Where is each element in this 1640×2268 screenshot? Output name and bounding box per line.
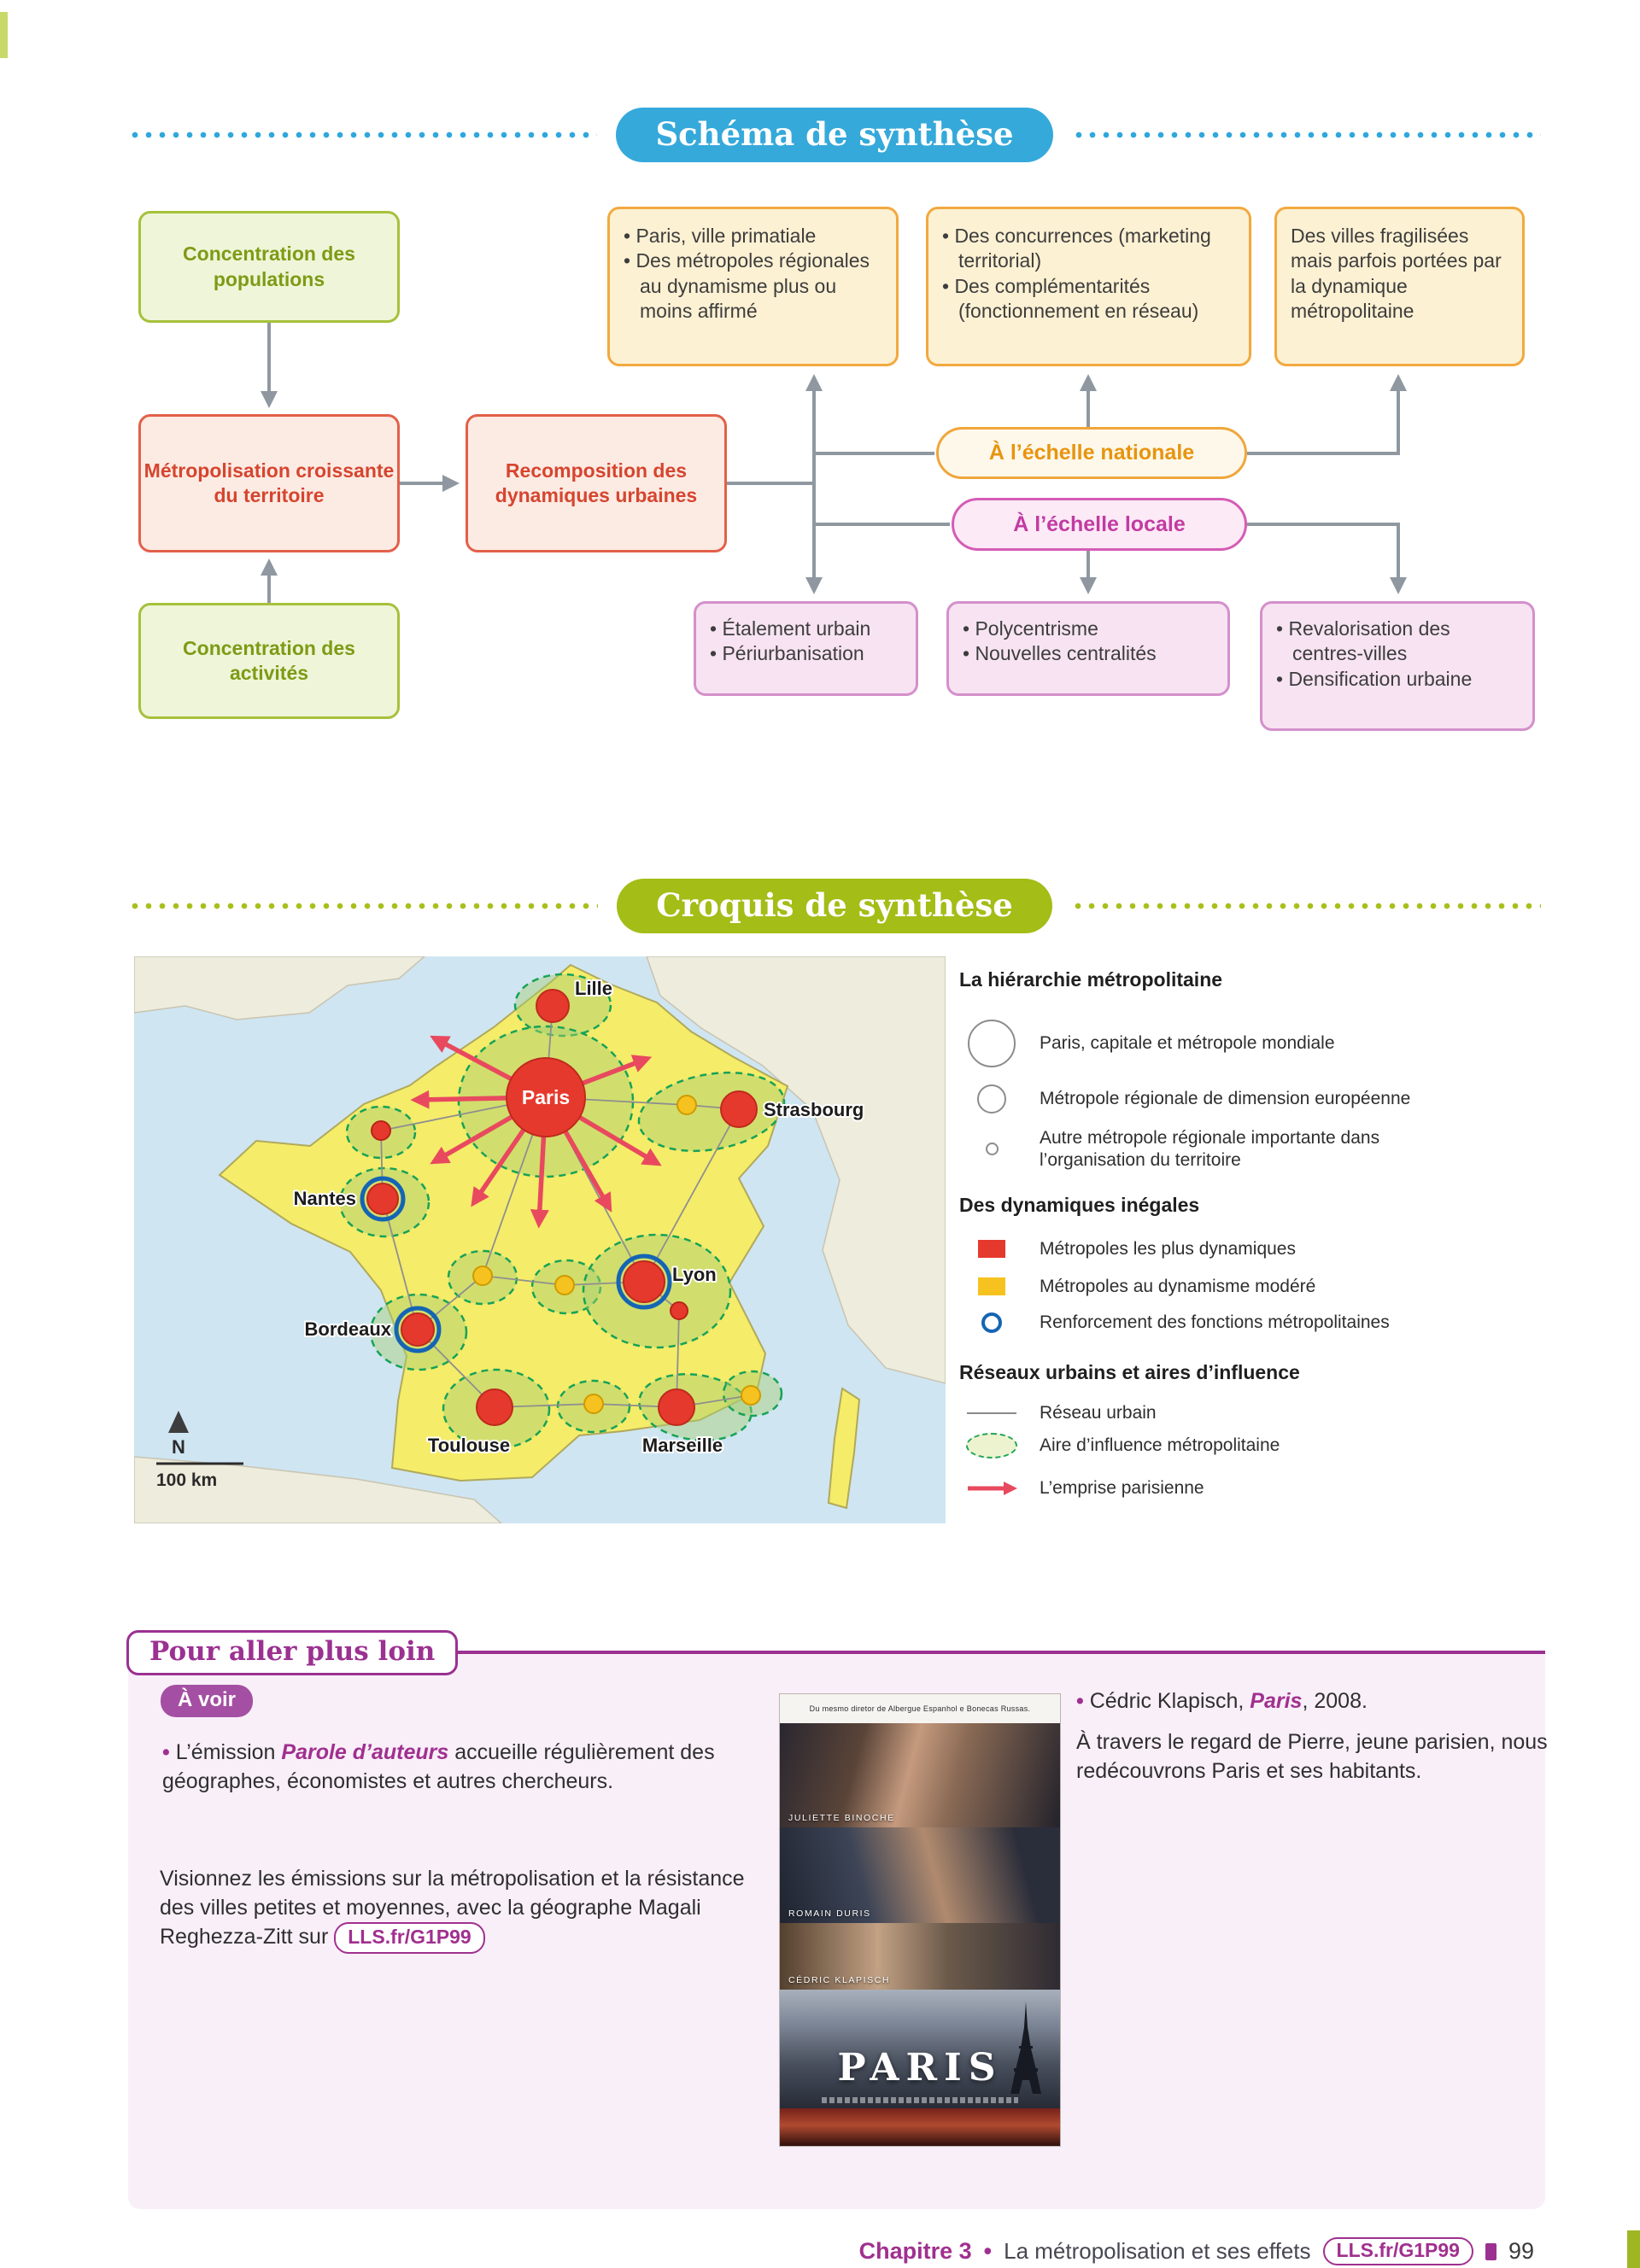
legend-text: Métropole régionale de dimension européenne: [1040, 1089, 1411, 1109]
poster-director: CÉDRIC KLAPISCH: [788, 1975, 891, 1985]
lls-link[interactable]: LLS.fr/G1P99: [334, 1922, 484, 1954]
city-marker-bordeaux: [401, 1313, 434, 1346]
footer-chapter-title: La métropolisation et ses effets: [1004, 2238, 1311, 2264]
legend-item: [959, 1020, 1335, 1067]
footer-square-marker: [1485, 2243, 1496, 2260]
legend-text: Aire d’influence métropolitaine: [1040, 1435, 1280, 1456]
emphasis-text: Parole d’auteurs: [281, 1740, 449, 1764]
city-label-nantes: Nantes: [293, 1188, 356, 1209]
further-title: Pour aller plus loin: [126, 1630, 458, 1675]
box-metropolisation: [138, 414, 400, 552]
legend-swatch: [959, 1480, 1024, 1497]
legend-swatch: [959, 1277, 1024, 1295]
gray-line-icon: [967, 1412, 1016, 1414]
pill-echelle-nationale: [936, 427, 1247, 479]
further-paragraph-2: [160, 1864, 745, 1954]
box-line: • Des concurrences (marketing territorial): [942, 225, 1211, 272]
dotted-divider-right: [1071, 902, 1541, 910]
box-national-1: [607, 207, 899, 366]
city-label-paris: Paris: [521, 1086, 571, 1108]
box-line: • Densification urbaine: [1276, 667, 1473, 690]
text: Cédric Klapisch,: [1089, 1689, 1250, 1713]
pill-echelle-locale: [952, 498, 1247, 551]
dotted-divider-left: [128, 902, 598, 910]
poster-tagline: Du mesmo diretor de Albergue Espanhol e Bonecas Russas.: [780, 1694, 1060, 1723]
schema-header: [128, 108, 1541, 162]
pill-text: À l’échelle nationale: [988, 441, 1195, 465]
film-reference: [1076, 1686, 1576, 1786]
croquis-title: Croquis de synthèse: [617, 879, 1052, 933]
legend-item: [959, 1312, 1390, 1334]
circle-paris-icon: [968, 1020, 1016, 1067]
box-line: • Périurbanisation: [710, 642, 864, 665]
map-svg: [134, 956, 946, 1523]
legend-swatch: [959, 1143, 1024, 1155]
minor-city-yellow: [555, 1276, 574, 1295]
box-text: Recomposition des dynamiques urbaines: [495, 459, 698, 506]
city-label-lille: Lille: [575, 978, 613, 999]
text: Visionnez les émissions sur la métropolisation et la résistance des villes petites et moyennes, avec la géographe Magali Reghezza-Zitt sur: [160, 1867, 745, 1949]
poster-photo-1: [780, 1723, 1060, 1827]
city-marker-lille: [536, 990, 569, 1022]
croquis-header: [128, 879, 1541, 933]
legend-text: Réseau urbain: [1040, 1403, 1157, 1423]
bullet: •: [162, 1740, 170, 1764]
legend-title-networks: Réseaux urbains et aires d’influence: [959, 1361, 1300, 1383]
movie-poster: [779, 1693, 1061, 2147]
box-line: • Nouvelles centralités: [963, 642, 1157, 665]
text: accueille régulièrement des géographes, économistes et autres chercheurs.: [162, 1740, 715, 1793]
box-text: Concentration des activités: [183, 636, 355, 684]
legend-item: [959, 1084, 1410, 1114]
legend-text: Métropoles au dynamisme modéré: [1040, 1277, 1316, 1296]
dotted-divider-left: [128, 131, 597, 139]
emphasis-text: Paris: [1250, 1689, 1303, 1713]
poster-title: PARIS: [837, 2046, 1003, 2090]
legend-swatch: [959, 1312, 1024, 1333]
minor-city-red: [372, 1121, 390, 1140]
page-footer: [859, 2237, 1534, 2265]
poster-photo-2: [780, 1827, 1060, 1923]
film-description: À travers le regard de Pierre, jeune parisien, nous redécouvrons Paris et ses habitants.: [1076, 1730, 1548, 1783]
poster-actor-2: ROMAIN DURIS: [788, 1909, 871, 1919]
minor-city-yellow: [677, 1096, 696, 1114]
corner-color-bar: [1627, 2230, 1640, 2268]
box-line: • Polycentrisme: [963, 617, 1098, 640]
bullet: •: [1076, 1689, 1084, 1713]
legend-swatch: [959, 1084, 1024, 1114]
legend-swatch: [959, 1020, 1024, 1067]
footer-lls-link[interactable]: LLS.fr/G1P99: [1323, 2237, 1473, 2265]
legend-text: Métropoles les plus dynamiques: [1040, 1239, 1296, 1259]
city-label-marseille: Marseille: [641, 1435, 723, 1456]
box-local-1: [694, 601, 918, 696]
minor-city-yellow: [473, 1266, 492, 1285]
poster-photo-3: [780, 1923, 1060, 1990]
box-line: Des villes fragilisées mais parfois portées par la dynamique métropolitaine: [1291, 225, 1502, 323]
legend-swatch: [959, 1240, 1024, 1258]
poster-actor-1: JULIETTE BINOCHE: [788, 1813, 895, 1823]
box-line: • Étalement urbain: [710, 617, 871, 640]
red-arrow-icon: [966, 1480, 1017, 1497]
box-line: • Paris, ville primatiale: [624, 225, 817, 247]
box-line: • Revalorisation des centres-villes: [1276, 617, 1450, 665]
schema-title: Schéma de synthèse: [616, 108, 1052, 162]
page-number: 99: [1508, 2238, 1534, 2264]
poster-credits: [822, 2097, 1018, 2103]
city-marker-marseille: [659, 1389, 694, 1425]
footer-separator: •: [983, 2238, 993, 2264]
city-marker-toulouse: [477, 1389, 512, 1425]
box-concentration-populations: [138, 211, 400, 323]
poster-bottom-strip: [780, 2108, 1060, 2146]
red-square-icon: [978, 1240, 1005, 1258]
legend-item: [959, 1477, 1204, 1499]
city-label-lyon: Lyon: [672, 1264, 717, 1285]
film-title-line: [1076, 1686, 1576, 1716]
further-paragraph-1: [162, 1738, 716, 1796]
circle-other-icon: [986, 1143, 999, 1155]
city-marker-nantes: [367, 1184, 398, 1214]
map-of-france: [134, 956, 946, 1523]
footer-chapter: Chapitre 3: [858, 2238, 972, 2264]
blue-ring-icon: [981, 1312, 1002, 1333]
corsica: [829, 1388, 859, 1508]
minor-city-yellow: [584, 1394, 603, 1413]
box-recomposition: [466, 414, 727, 552]
legend-item: [959, 1238, 1296, 1260]
city-marker-lyon: [624, 1261, 665, 1302]
legend-title-dynamics: Des dynamiques inégales: [959, 1194, 1200, 1216]
box-line: • Des complémentarités (fonctionnement en réseau): [942, 274, 1199, 323]
city-label-strasbourg: Strasbourg: [764, 1099, 864, 1120]
dashed-ellipse-icon: [966, 1433, 1017, 1458]
scale-label: 100 km: [156, 1470, 218, 1490]
pill-text: À l’échelle locale: [1013, 511, 1186, 536]
north-label: N: [172, 1436, 185, 1458]
legend-text: L’emprise parisienne: [1040, 1478, 1204, 1498]
legend-text: Paris, capitale et métropole mondiale: [1040, 1033, 1335, 1054]
dotted-divider-right: [1072, 131, 1541, 139]
box-national-3: [1274, 207, 1525, 366]
legend-swatch: [959, 1433, 1024, 1458]
circle-regional-icon: [977, 1084, 1006, 1114]
a-voir-badge: À voir: [161, 1685, 253, 1717]
text: , 2008.: [1302, 1689, 1368, 1713]
page-edge-tab: [0, 12, 8, 58]
city-label-toulouse: Toulouse: [427, 1435, 511, 1456]
further-section: [128, 1636, 1548, 2209]
poster-main: [780, 1990, 1060, 2108]
city-marker-strasbourg: [721, 1091, 757, 1127]
box-national-2: [926, 207, 1251, 366]
minor-city-yellow: [741, 1386, 760, 1405]
croquis-map-block: [134, 956, 1543, 1523]
legend-item: [959, 1127, 1381, 1171]
legend-title-hierarchy: La hiérarchie métropolitaine: [959, 968, 1223, 991]
yellow-square-icon: [978, 1277, 1005, 1295]
box-text: Métropolisation croissante du territoire: [144, 459, 395, 506]
text: L’émission: [175, 1740, 282, 1764]
legend-text: Autre métropole régionale importante dans l’organisation du territoire: [1040, 1128, 1380, 1170]
map-legend: [946, 956, 1543, 1523]
legend-text: Renforcement des fonctions métropolitaines: [1040, 1312, 1390, 1332]
box-line: • Des métropoles régionales au dynamisme plus ou moins affirmé: [624, 249, 870, 323]
legend-item: [959, 1402, 1157, 1424]
legend-item: [959, 1276, 1315, 1298]
box-local-3: [1260, 601, 1535, 731]
box-text: Concentration des populations: [183, 243, 355, 290]
legend-swatch: [959, 1412, 1024, 1414]
box-concentration-activites: [138, 603, 400, 719]
box-local-2: [946, 601, 1230, 696]
city-label-bordeaux: Bordeaux: [304, 1318, 391, 1340]
legend-item: [959, 1433, 1280, 1458]
minor-city-red: [671, 1302, 688, 1319]
